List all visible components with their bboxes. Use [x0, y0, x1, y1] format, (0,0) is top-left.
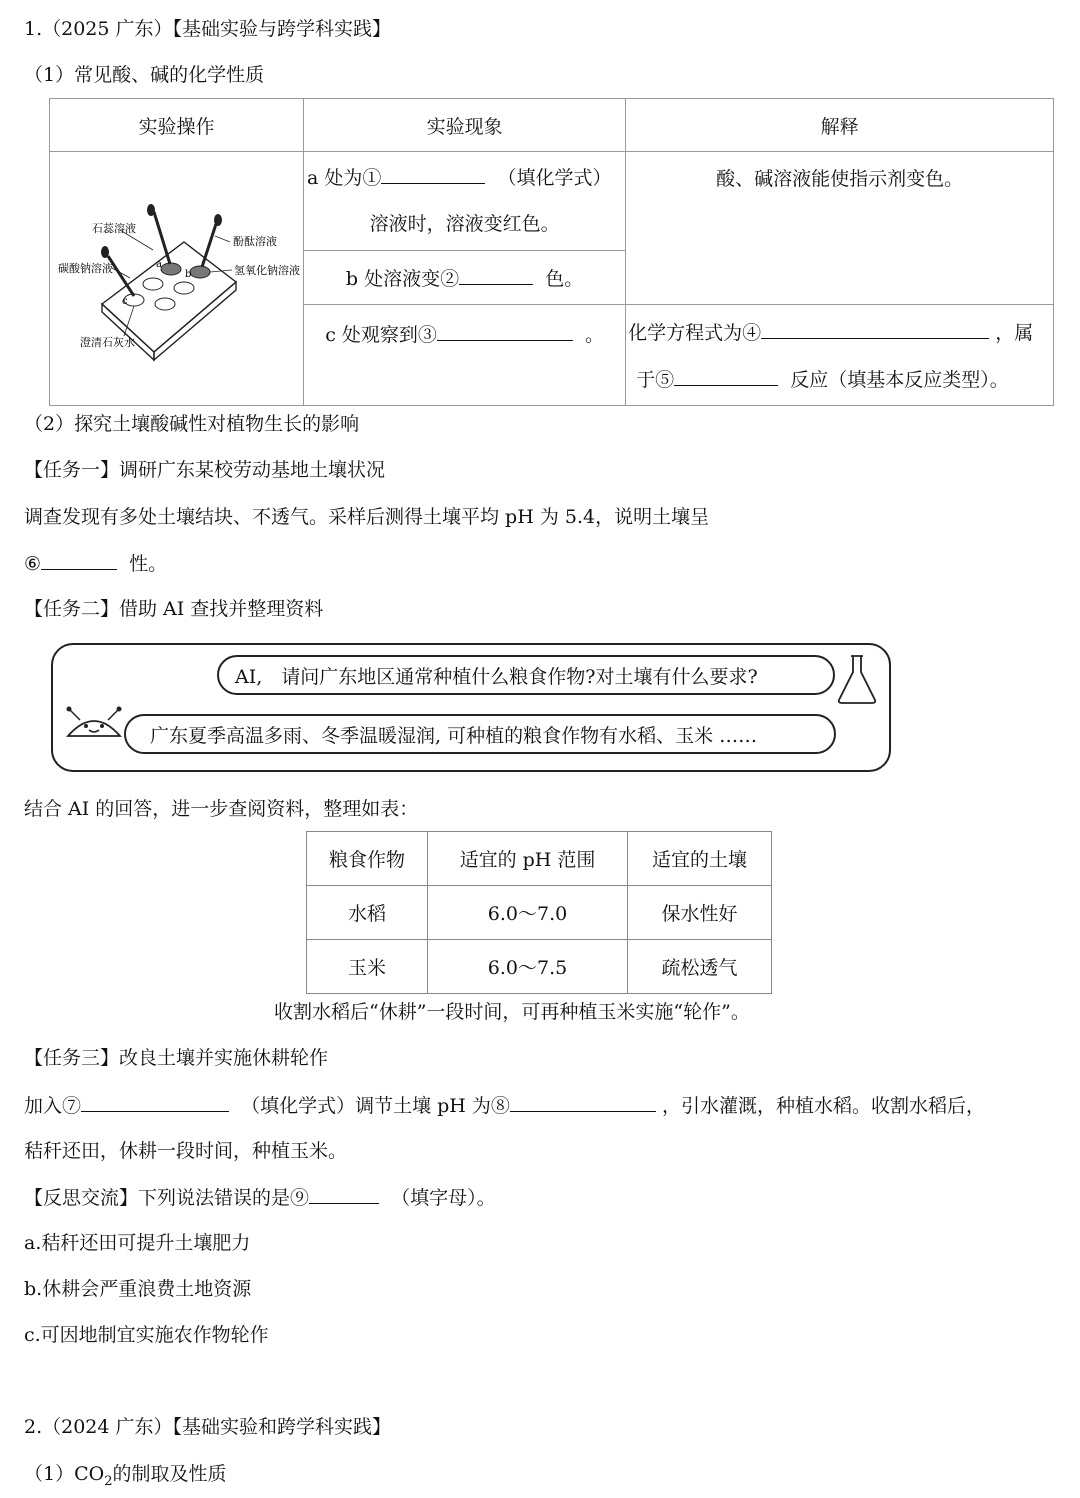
- blank-5: [674, 367, 778, 386]
- experiment-figure-cell: [50, 152, 304, 406]
- cell-row-c-explanation: [626, 304, 1054, 405]
- experiment-table-header: [50, 99, 1054, 152]
- label-b: b: [185, 269, 192, 280]
- label-c: c: [122, 296, 128, 307]
- rotation-text: 收割水稻后“休耕”一段时间，可再种植玉米实施“轮作”。: [274, 1001, 750, 1023]
- blank-4: [761, 320, 989, 339]
- label-sodium-carbonate: 碳酸钠溶液: [58, 262, 113, 275]
- blank-2: [459, 266, 533, 285]
- blank-1: [381, 165, 485, 184]
- q1-title: 1.（2025 广东）【基础实验与跨学科实践】: [24, 18, 392, 40]
- cell-row-b: [304, 251, 626, 304]
- blank-8: [510, 1093, 656, 1112]
- crop-table-header: [307, 832, 772, 886]
- row-c-suffix: 。: [584, 323, 604, 346]
- crop-corn-soil: 疏松透气: [628, 940, 772, 994]
- label-sodium-hydroxide: 氢氧化钠溶液: [234, 264, 300, 277]
- q1-part1-heading: （1）常见酸、碱的化学性质: [24, 64, 265, 86]
- task1-text: 调查发现有多处土壤结块、不透气。采样后测得土壤平均 pH 为 5.4，说明土壤呈: [24, 506, 710, 528]
- task1-blank-prefix: ⑥: [24, 553, 42, 575]
- row-b-prefix: b 处溶液变②: [345, 267, 460, 290]
- q1-part2-heading: （2）探究土壤酸碱性对植物生长的影响: [24, 413, 360, 435]
- task1-blank-suffix: 性。: [129, 553, 168, 575]
- blank-7: [81, 1093, 229, 1112]
- option-a: a.秸秆还田可提升土壤肥力: [24, 1232, 251, 1254]
- chat-answer-bubble: 广东夏季高温多雨、冬季温暖湿润, 可种植的粮食作物有水稻、玉米 ……: [124, 714, 836, 754]
- row-a-suffix: （填化学式）: [497, 167, 612, 190]
- crop-rice-ph: 6.0～7.0: [428, 886, 628, 940]
- label-a: a: [156, 259, 162, 270]
- crop-table: [306, 831, 772, 994]
- flask-icon: [835, 652, 879, 706]
- crop-header-ph: 适宜的 pH 范围: [428, 832, 628, 886]
- reflect-line: [24, 1185, 496, 1210]
- header-operation: 实验操作: [50, 99, 304, 152]
- crop-header-soil: 适宜的土壤: [628, 832, 772, 886]
- task3-title: 【任务三】改良土壤并实施休耕轮作: [24, 1047, 329, 1069]
- row-c-explain-suffix: ，属: [995, 321, 1034, 344]
- robot-icon: [62, 706, 126, 740]
- crop-corn-ph: 6.0～7.5: [428, 940, 628, 994]
- combine-text: 结合 AI 的回答，进一步查阅资料，整理如表：: [24, 798, 419, 820]
- task3-suffix: ，引水灌溉，种植水稻。收割水稻后，: [661, 1095, 985, 1117]
- cell-ab-explanation: 酸、碱溶液能使指示剂变色。: [626, 152, 1054, 305]
- chat-question-bubble: AI, 请问广东地区通常种植什么粮食作物?对土壤有什么要求?: [217, 655, 835, 695]
- option-c: c.可因地制宜实施农作物轮作: [24, 1324, 269, 1346]
- header-explanation: 解释: [626, 99, 1054, 152]
- row-c-explain-prefix: 化学方程式为④: [628, 321, 762, 344]
- reflect-prefix: 【反思交流】下列说法错误的是⑨: [24, 1187, 310, 1209]
- q2-part1-suffix: 的制取及性质: [112, 1463, 227, 1485]
- cell-row-c: [304, 304, 626, 405]
- row-c-prefix: c 处观察到③: [325, 323, 437, 346]
- crop-corn: 玉米: [307, 940, 428, 994]
- task3-line1: [24, 1093, 985, 1118]
- task3-line2: 秸秆还田，休耕一段时间，种植玉米。: [24, 1140, 348, 1162]
- spot-plate-figure: [50, 152, 303, 400]
- experiment-table: [49, 98, 1054, 406]
- crop-rice-soil: 保水性好: [628, 886, 772, 940]
- blank-6: [41, 551, 117, 570]
- task3-prefix: 加入⑦: [24, 1095, 82, 1117]
- row-a-prefix: a 处为①: [307, 167, 382, 190]
- q2-part1-subscript: 2: [104, 1473, 113, 1489]
- task1-blank-line: [24, 551, 167, 576]
- row-c-explain2-prefix: 于⑤: [636, 368, 675, 391]
- row-b-suffix: 色。: [545, 267, 584, 290]
- crop-rice: 水稻: [307, 886, 428, 940]
- label-litmus: 石蕊溶液: [92, 222, 136, 235]
- option-b: b.休耕会严重浪费土地资源: [24, 1278, 252, 1300]
- header-phenomenon: 实验现象: [304, 99, 626, 152]
- row-a-line2: 溶液时，溶液变红色。: [369, 213, 560, 236]
- blank-9: [309, 1185, 379, 1204]
- table-row: [307, 940, 772, 994]
- label-phenolphthalein: 酚酞溶液: [233, 235, 277, 248]
- reflect-suffix: （填字母）。: [391, 1187, 496, 1209]
- task2-title: 【任务二】借助 AI 查找并整理资料: [24, 598, 324, 620]
- q2-part1-heading: [24, 1462, 227, 1494]
- blank-3: [437, 322, 573, 341]
- row-c-explain2-suffix: 反应（填基本反应类型）。: [790, 368, 1009, 391]
- q2-title: 2.（2024 广东）【基础实验和跨学科实践】: [24, 1416, 392, 1438]
- task1-title: 【任务一】调研广东某校劳动基地土壤状况: [24, 459, 386, 481]
- crop-header-crop: 粮食作物: [307, 832, 428, 886]
- task3-middle: （填化学式）调节土壤 pH 为⑧: [241, 1095, 510, 1117]
- label-limewater: 澄清石灰水: [80, 336, 135, 349]
- q2-part1-prefix: （1）CO: [24, 1463, 105, 1485]
- cell-row-a: [304, 152, 626, 251]
- table-row: [307, 886, 772, 940]
